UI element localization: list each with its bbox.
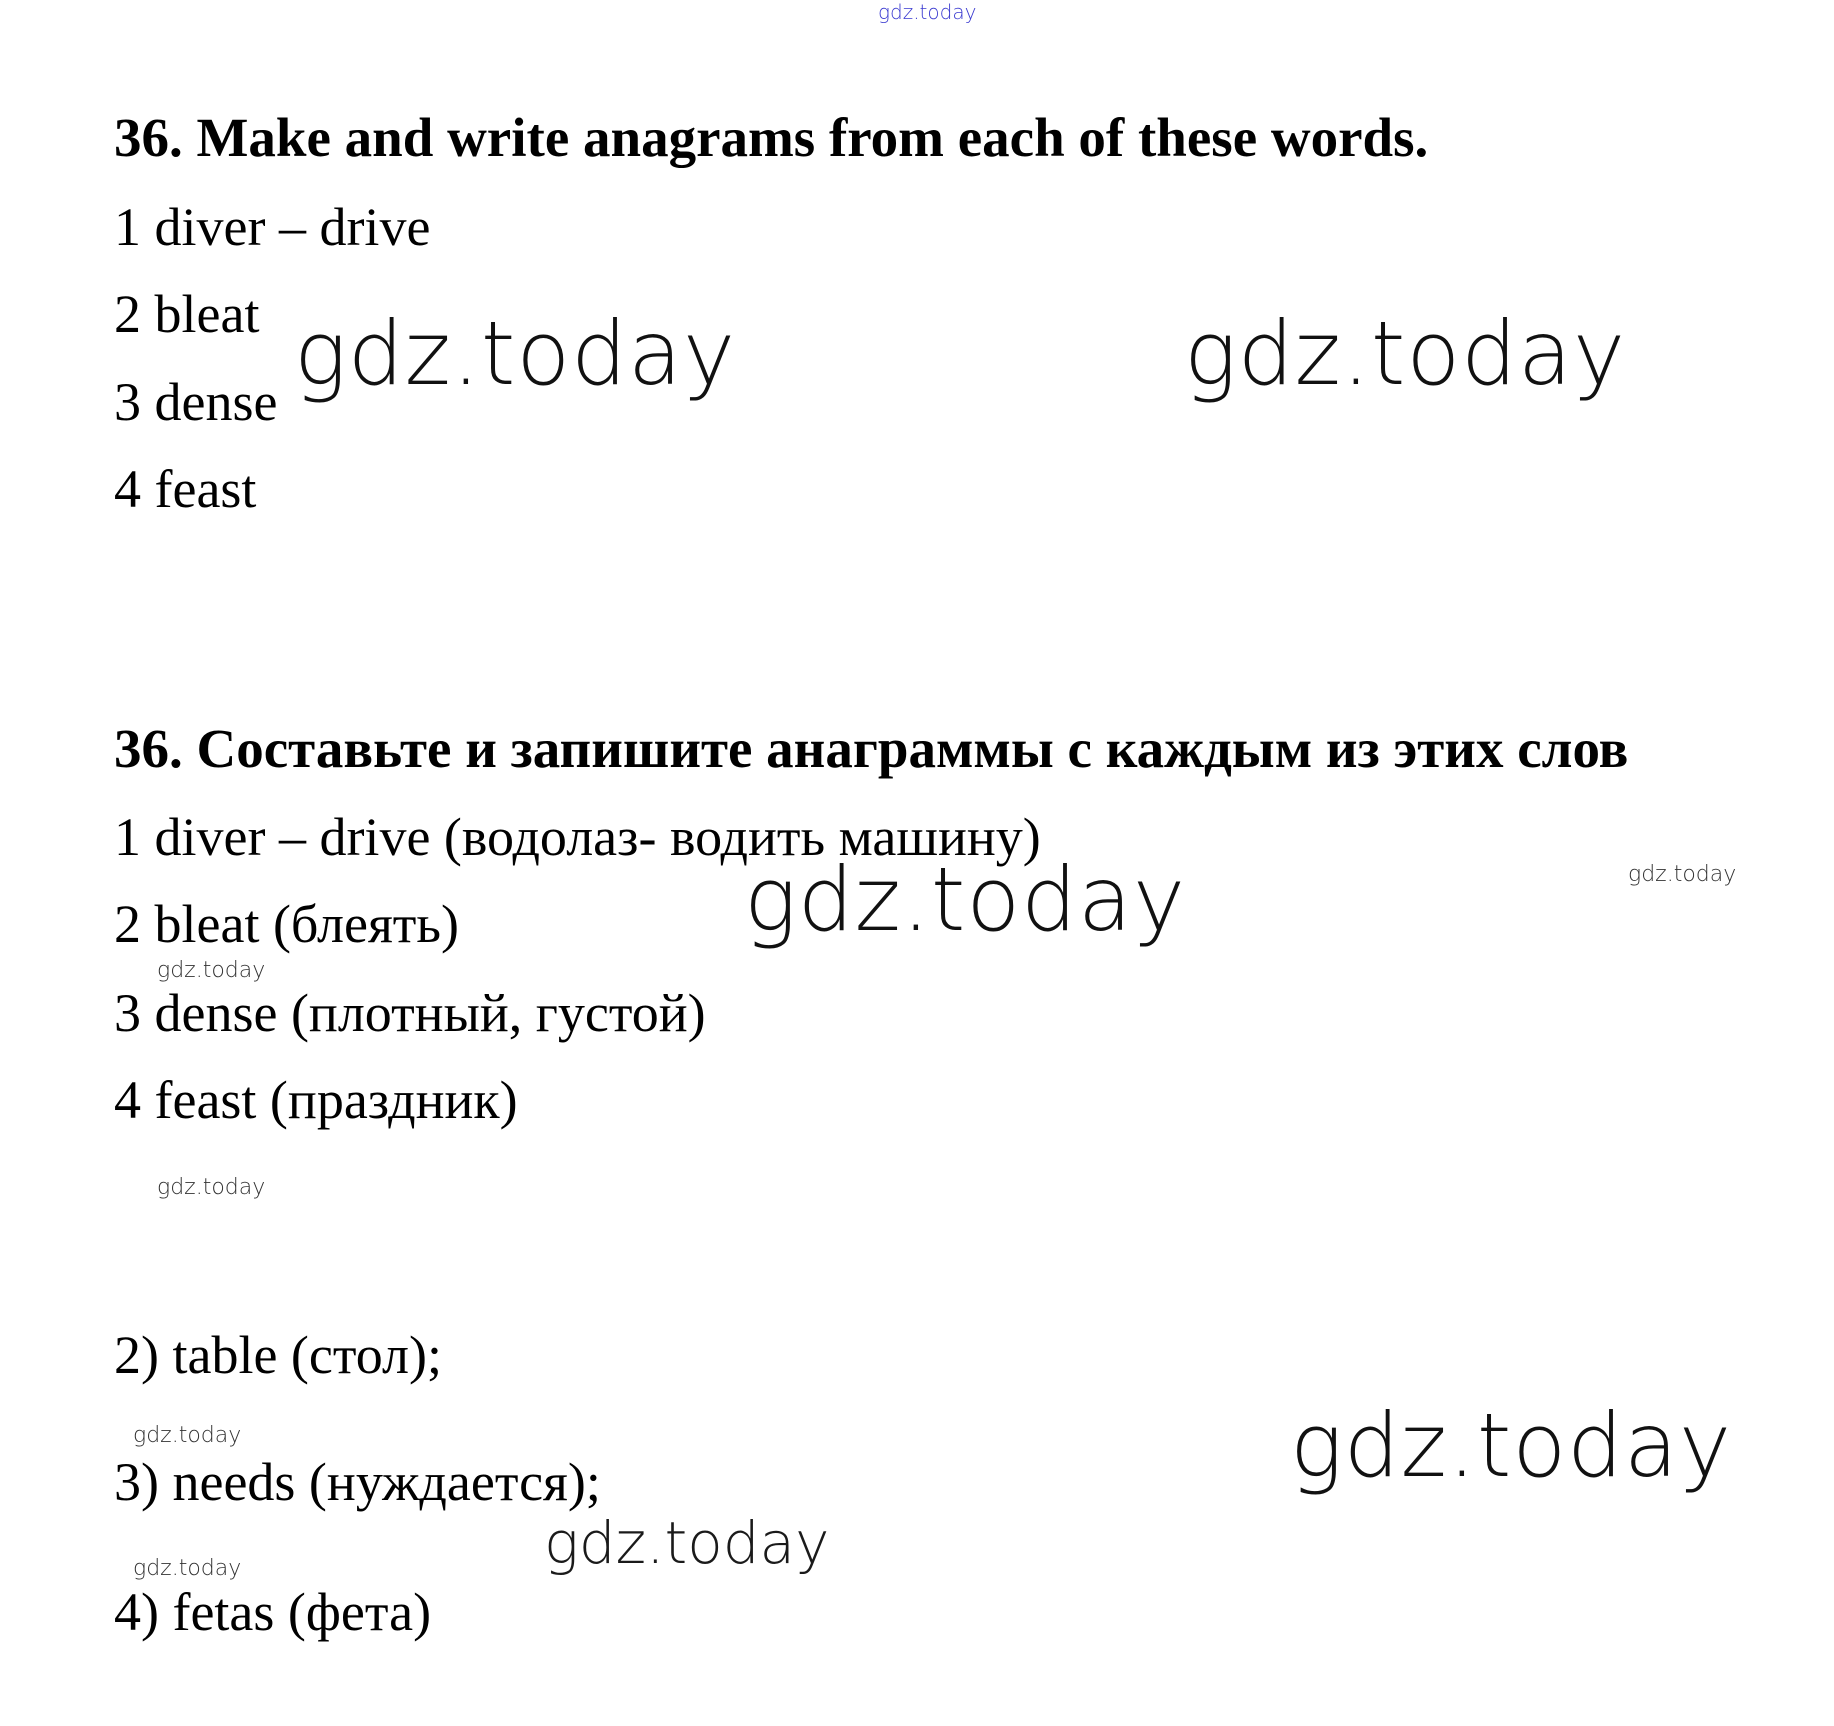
watermark-small-3: gdz.today <box>157 1175 266 1200</box>
watermark-small-1: gdz.today <box>1628 862 1737 887</box>
watermark-large-1: gdz.today <box>294 302 737 405</box>
answer-item-4: 4) fetas (фета) <box>114 1582 432 1642</box>
watermark-small-4: gdz.today <box>133 1423 242 1448</box>
watermark-large-2: gdz.today <box>1184 302 1627 405</box>
watermark-large-3: gdz.today <box>744 848 1187 951</box>
answer-item-3: 3) needs (нуждается); <box>114 1452 601 1512</box>
russian-item-1: 1 diver – drive (водолаз- водить машину) <box>114 807 1041 867</box>
english-item-3: 3 dense <box>114 372 278 432</box>
russian-item-2: 2 bleat (блеять) <box>114 894 460 954</box>
russian-exercise-heading: 36. Составьте и запишите анаграммы с каждым из этих слов <box>114 718 1629 779</box>
watermark-top: gdz.today <box>878 0 977 24</box>
english-exercise-heading: 36. Make and write anagrams from each of these words. <box>114 107 1429 168</box>
russian-item-4: 4 feast (праздник) <box>114 1070 518 1130</box>
watermark-medium-1: gdz.today <box>544 1509 830 1577</box>
watermark-small-2: gdz.today <box>157 958 266 983</box>
russian-item-3: 3 dense (плотный, густой) <box>114 983 706 1043</box>
english-item-2: 2 bleat <box>114 284 260 344</box>
answer-item-2: 2) table (стол); <box>114 1325 442 1385</box>
watermark-small-5: gdz.today <box>133 1556 242 1581</box>
english-item-1: 1 diver – drive <box>114 197 431 257</box>
english-item-4: 4 feast <box>114 459 257 519</box>
watermark-large-4: gdz.today <box>1290 1394 1733 1497</box>
